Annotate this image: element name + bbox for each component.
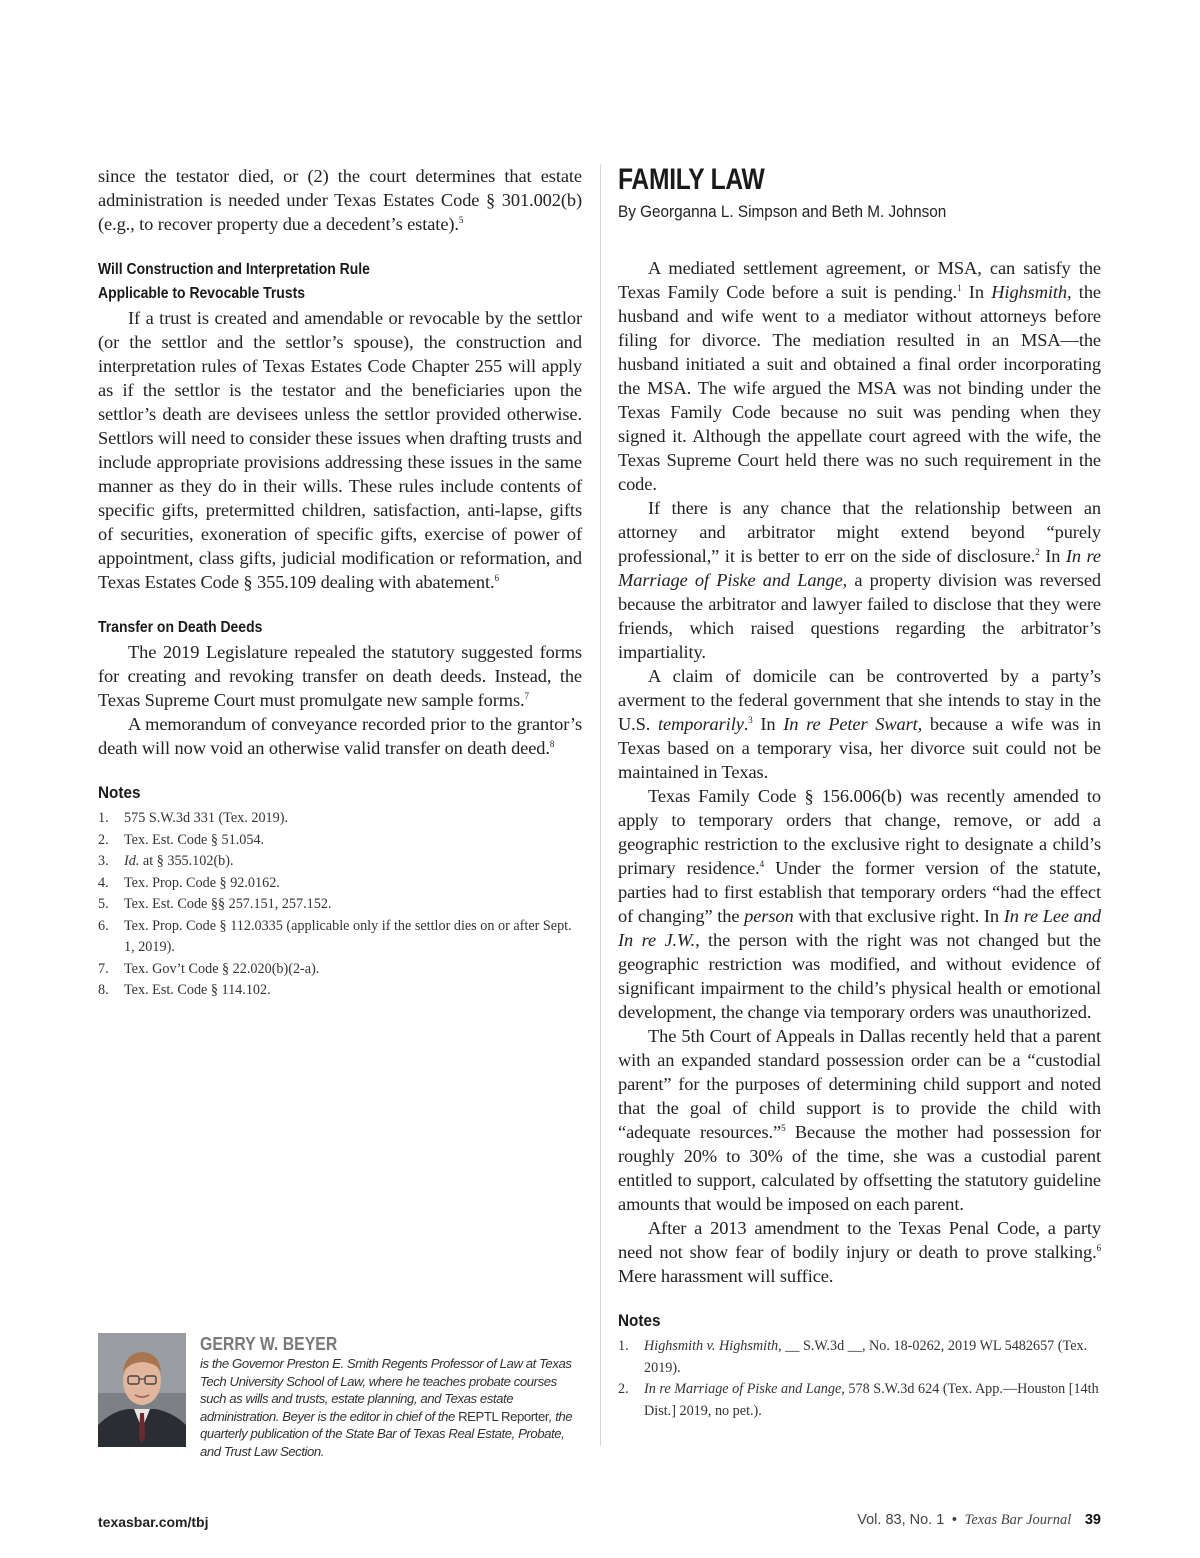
- author-bio-text: [200, 1333, 582, 1460]
- family-law-paragraph-5: The 5th Court of Appeals in Dallas recently held that a parent with an expanded standard possession order can be a “custodial parent” for the purposes of determining child support and noted that the goal of child support is to provide the child with “adequate resources.”$^5$ Because the mother had possession for roughly 20% to 30% of the time, she was a custodial parent entitled to support, calculated by offsetting the statutory guideline amounts that would be imposed on each parent.: [618, 1026, 1101, 1214]
- footer-url[interactable]: texasbar.com/tbj: [98, 1514, 209, 1530]
- continuation-paragraph: since the testator died, or (2) the court determines that estate administration is needed under Texas Estates Code § 301.002(b) (e.g., to recover property due a decedent’s estate).$^5$: [98, 166, 582, 234]
- footer-volume: Vol. 83, No. 1: [857, 1512, 945, 1528]
- author-description: is the Governor Preston E. Smith Regents Professor of Law at Texas Tech University School of Law, where he teaches probate courses such as wills and trusts, estate planning, and Texas estate administration. Beyer is the editor in chief of the REPTL Reporter, the quarterly publication of the State Bar of Texas Real Estate, Probate, and Trust Law Section.: [200, 1356, 573, 1459]
- family-law-paragraph-3: A claim of domicile can be controverted by a party’s averment to the federal government that she intends to stay in the U.S. temporarily.$^3$ In In re Peter Swart, because a wife was in Texas based on a temporary visa, her divorce suit could not be maintained in Texas.: [618, 666, 1101, 782]
- trust-paragraph: If a trust is created and amendable or revocable by the settlor (or the settlor and the settlor’s spouse), the construction and interpretation rules of Texas Estates Code Chapter 255 will apply as if the settlor is the testator and the beneficiaries upon the settlor’s death are devisees unless the settlor provided otherwise. Settlors will need to consider these issues when drafting trusts and include appropriate provisions addressing these issues in the same manner as they do in their wills. These rules include contents of specific gifts, pretermitted children, satisfaction, anti-lapse, gifts of securities, exoneration of specific gifts, exercise of power of appointment, class gifts, judicial modification or reformation, and Texas Estates Code § 355.109 dealing with abatement.$^6$: [98, 308, 582, 592]
- author-bio: [98, 1333, 582, 1459]
- family-law-paragraph-1: A mediated settlement agreement, or MSA, can satisfy the Texas Family Code before a suit is pending.$^1$ In Highsmith, the husband and wife went to a mediator without attorneys before filing for divorce. The mediation resulted in an MSA—the husband initiated a suit and obtained a final order incorporating the MSA. The wife argued the MSA was not binding under the Texas Family Code because no suit was pending when they signed it. Although the appellate court agreed with the wife, the Texas Supreme Court held there was no such requirement in the code.: [618, 258, 1101, 494]
- note-item: 6. Tex. Prop. Code § 112.0335 (applicable only if the settlor dies on or after Sept. 1, 2019).: [98, 917, 572, 955]
- tod-paragraph-2: A memorandum of conveyance recorded prior to the grantor’s death will now void an otherwise valid transfer on death deed.$^8$: [98, 714, 582, 758]
- section-title: FAMILY LAW: [618, 163, 765, 196]
- note-item: 5. Tex. Est. Code §§ 257.151, 257.152.: [98, 896, 332, 912]
- note-item: 2. In re Marriage of Piske and Lange, 578 S.W.3d 624 (Tex. App.—Houston [14th Dist.] 2019, no pet.).: [618, 1381, 1099, 1419]
- column-divider: [600, 164, 601, 1446]
- author-photo: [98, 1333, 186, 1447]
- page-number: 39: [1084, 1512, 1101, 1528]
- right-column: [618, 164, 1101, 1422]
- right-notes-list: [618, 1336, 1101, 1422]
- right-notes-title: Notes: [618, 1311, 661, 1330]
- note-item: 1. Highsmith v. Highsmith, __ S.W.3d __, No. 18-0262, 2019 WL 5482657 (Tex. 2019).: [618, 1338, 1088, 1376]
- author-portrait-icon: [98, 1333, 186, 1447]
- note-item: 3. Id. at § 355.102(b).: [98, 853, 234, 869]
- subhead-will-construction-line2: Applicable to Revocable Trusts: [98, 285, 305, 302]
- note-item: 8. Tex. Est. Code § 114.102.: [98, 982, 271, 998]
- footer-journal-name: Texas Bar Journal: [964, 1512, 1072, 1528]
- tod-paragraph-1: The 2019 Legislature repealed the statutory suggested forms for creating and revoking transfer on death deeds. Instead, the Texas Supreme Court must promulgate new sample forms.$^7$: [98, 642, 582, 710]
- note-item: 4. Tex. Prop. Code § 92.0162.: [98, 874, 280, 891]
- family-law-paragraph-2: If there is any chance that the relationship between an attorney and arbitrator might extend beyond “purely professional,” it is better to err on the side of disclosure.$^2$ In In re Marriage of Piske and Lange, a property division was reversed because the arbitrator and lawyer failed to disclose that they were friends, which raised questions regarding the arbitrator’s impartiality.: [618, 498, 1101, 662]
- subhead-transfer-on-death-deeds: Transfer on Death Deeds: [98, 619, 263, 636]
- family-law-paragraph-6: After a 2013 amendment to the Texas Penal Code, a party need not show fear of bodily injury or death to prove stalking.$^6$ Mere harassment will suffice.: [618, 1218, 1101, 1286]
- note-item: 2. Tex. Est. Code § 51.054.: [98, 831, 265, 848]
- family-law-paragraph-4: Texas Family Code § 156.006(b) was recently amended to apply to temporary orders that change, remove, or add a geographic restriction to the exclusive right to designate a child’s primary residence.$^4$ Under the former version of the statute, parties had to first establish that temporary orders “had the effect of changing” the person with that exclusive right. In In re Lee and In re J.W., the person with the right was not changed but the geographic restriction was modified, and without evidence of significant impairment to the child’s physical health or emotional development, the change via temporary orders was unauthorized.: [618, 786, 1102, 1022]
- left-notes-title: Notes: [98, 783, 141, 802]
- byline: By Georganna L. Simpson and Beth M. Johnson: [618, 202, 947, 221]
- note-item: 1. 575 S.W.3d 331 (Tex. 2019).: [98, 810, 288, 826]
- note-item: 7. Tex. Gov’t Code § 22.020(b)(2-a).: [98, 960, 320, 977]
- footer-bullet: •: [951, 1512, 957, 1528]
- subhead-will-construction-line1: Will Construction and Interpretation Rule: [98, 261, 370, 278]
- left-notes-list: [98, 808, 582, 1002]
- left-column: [98, 164, 582, 1002]
- footer-publication: [857, 1512, 1101, 1529]
- author-name: GERRY W. BEYER: [200, 1334, 338, 1354]
